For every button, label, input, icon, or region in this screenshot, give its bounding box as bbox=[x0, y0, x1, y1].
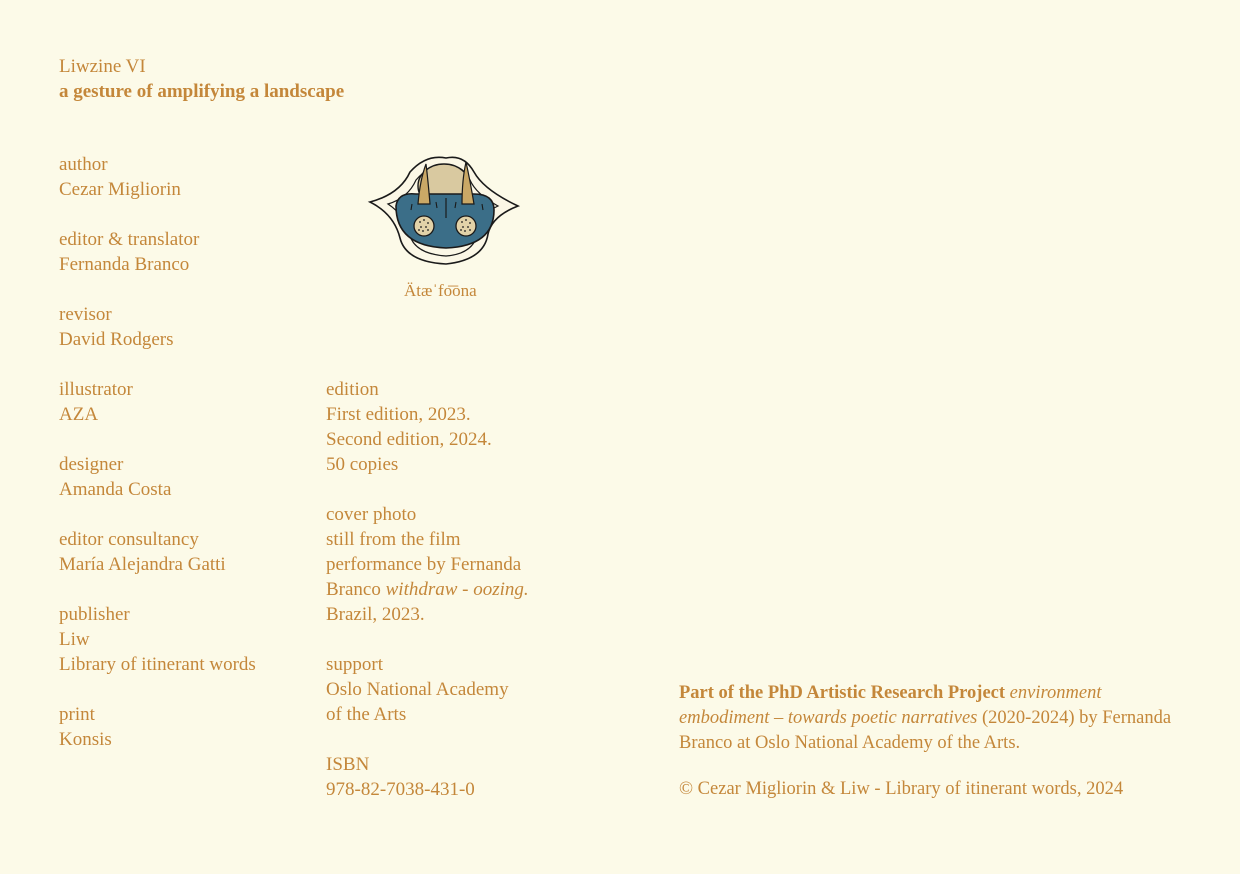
edition-line: First edition, 2023. bbox=[326, 404, 471, 425]
credit-name-illustrator: AZA bbox=[59, 404, 99, 425]
copyright-notice: © Cezar Migliorin & Liw - Library of itinerant words, 2024 bbox=[679, 779, 1124, 799]
project-title-part2: embodiment – towards poetic narratives bbox=[679, 708, 978, 728]
credit-role-editor: editor & translator bbox=[59, 229, 200, 250]
cover-photo-line: Brazil, 2023. bbox=[326, 604, 425, 625]
cover-photo-line: still from the film bbox=[326, 529, 461, 550]
credits-left-column bbox=[59, 152, 256, 752]
credit-role-author: author bbox=[59, 154, 108, 175]
credit-role-designer: designer bbox=[59, 454, 124, 475]
credit-role-revisor: revisor bbox=[59, 304, 112, 325]
credit-role-illustrator: illustrator bbox=[59, 379, 133, 400]
credit-role-publisher: publisher bbox=[59, 604, 130, 625]
credit-role-print: print bbox=[59, 704, 95, 725]
project-lead: Part of the PhD Artistic Research Project bbox=[679, 683, 1010, 703]
credit-name-publisher-full: Library of itinerant words bbox=[59, 654, 256, 675]
project-note bbox=[679, 681, 1185, 756]
support-label: support bbox=[326, 654, 383, 675]
cover-photo-film-title: withdraw - oozing. bbox=[385, 579, 529, 600]
zine-series: Liwzine VI bbox=[59, 56, 146, 77]
credit-name-author: Cezar Migliorin bbox=[59, 179, 181, 200]
credit-name-print: Konsis bbox=[59, 729, 112, 750]
edition-line: Second edition, 2024. bbox=[326, 429, 492, 450]
edition-label: edition bbox=[326, 379, 379, 400]
project-line-3: Branco at Oslo National Academy of the Arts. bbox=[679, 733, 1021, 753]
isbn-value: 978-82-7038-431-0 bbox=[326, 779, 475, 800]
support-line: Oslo National Academy bbox=[326, 679, 509, 700]
title-block bbox=[59, 54, 344, 104]
creature-illustration-icon bbox=[366, 150, 522, 270]
project-years: (2020-2024) by Fernanda bbox=[977, 708, 1172, 728]
credit-name-editor: Fernanda Branco bbox=[59, 254, 190, 275]
credit-role-consultancy: editor consultancy bbox=[59, 529, 199, 550]
cover-photo-line bbox=[326, 577, 529, 602]
credits-right-column bbox=[326, 377, 529, 802]
credit-name-publisher: Liw bbox=[59, 629, 90, 650]
cover-photo-author: Branco bbox=[326, 579, 386, 600]
cover-photo-label: cover photo bbox=[326, 504, 417, 525]
edition-line: 50 copies bbox=[326, 454, 399, 475]
illustration-caption: Ätæˈfo͞ona bbox=[404, 281, 477, 300]
project-line-1 bbox=[679, 681, 1185, 706]
zine-subtitle: a gesture of amplifying a landscape bbox=[59, 81, 345, 102]
project-line-2 bbox=[679, 706, 1185, 731]
isbn-label: ISBN bbox=[326, 754, 370, 775]
project-title-part1: environment bbox=[1009, 683, 1102, 703]
credit-name-designer: Amanda Costa bbox=[59, 479, 172, 500]
support-line: of the Arts bbox=[326, 704, 407, 725]
credit-name-consultancy: María Alejandra Gatti bbox=[59, 554, 226, 575]
credit-name-revisor: David Rodgers bbox=[59, 329, 174, 350]
cover-photo-line: performance by Fernanda bbox=[326, 554, 522, 575]
